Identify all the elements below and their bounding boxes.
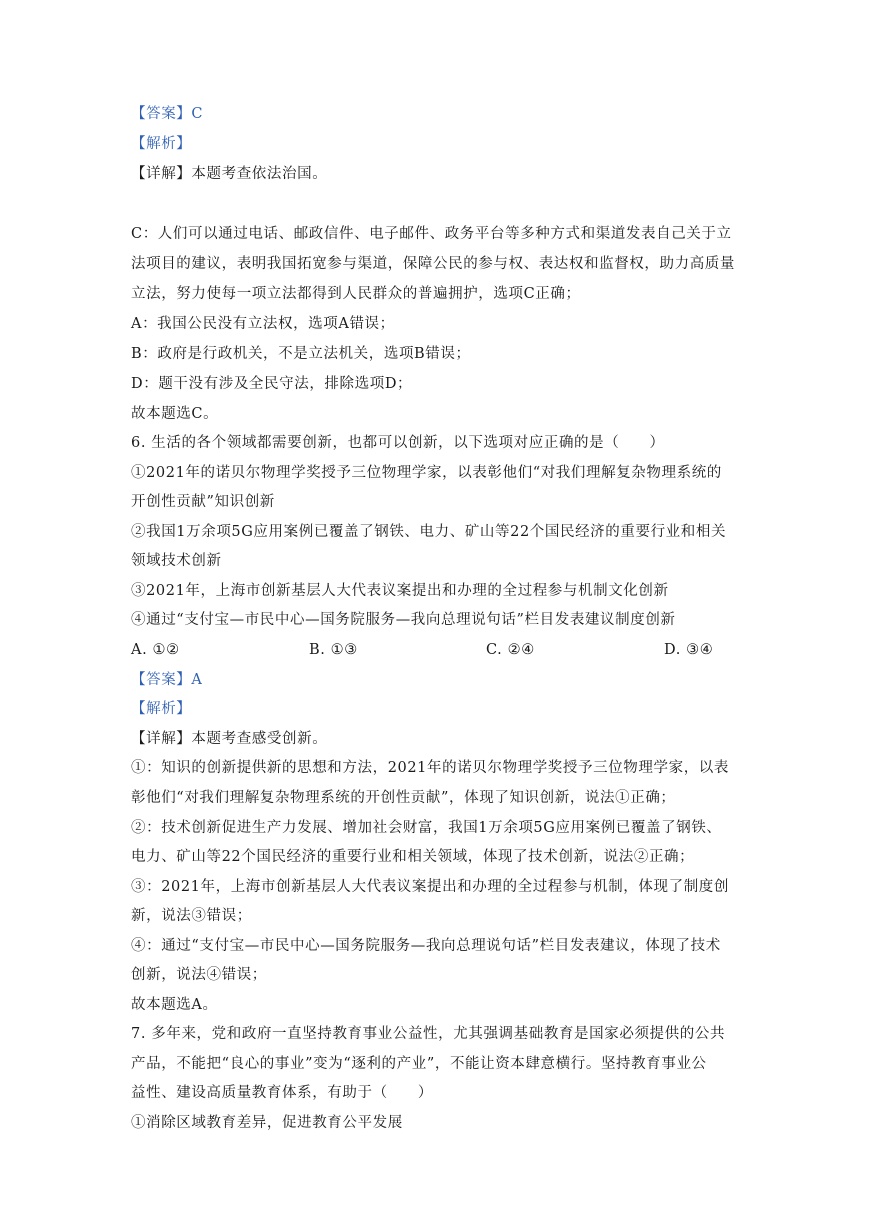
q6-detail: 【详解】本题考查感受创新。 <box>131 731 328 747</box>
q6-item: ①2021年的诺贝尔物理学奖授予三位物理学家，以表彰他们“对我们理解复杂物理系统的 <box>131 465 722 481</box>
q5-line: 故本题选C。 <box>131 406 219 422</box>
q6-item: ④通过“支付宝—市民中心—国务院服务—我向总理说句话”栏目发表建议制度创新 <box>131 612 676 628</box>
q5-line: C：人们可以通过电话、邮政信件、电子邮件、政务平台等多种方式和渠道发表自己关于立 <box>131 226 732 242</box>
q5-line: D：题干没有涉及全民守法，排除选项D； <box>131 376 413 392</box>
q6-line: 电力、矿山等22个国民经济的重要行业和相关领域，体现了技术创新，说法②正确； <box>131 849 695 865</box>
q6-options <box>131 640 751 660</box>
q6-line: 创新，说法④错误； <box>131 967 267 983</box>
q5-line: B：政府是行政机关，不是立法机关，选项B错误； <box>131 346 471 362</box>
q7-line: 益性、建设高质量教育体系，有助于（ ） <box>131 1085 433 1101</box>
q6-item: 开创性贡献”知识创新 <box>131 494 275 510</box>
q5-detail: 【详解】本题考查依法治国。 <box>131 166 328 182</box>
q6-line: ②：技术创新促进生产力发展、增加社会财富，我国1万余项5G应用案例已覆盖了钢铁、 <box>131 820 722 836</box>
q6-option-c: C. ②④ <box>486 642 535 658</box>
q5-line: 立法，努力使每一项立法都得到人民群众的普遍拥护，选项C正确； <box>131 286 581 302</box>
q6-item: ②我国1万余项5G应用案例已覆盖了钢铁、电力、矿山等22个国民经济的重要行业和相关 <box>131 524 727 540</box>
q6-item: ③2021年，上海市创新基层人大代表议案提出和办理的全过程参与机制文化创新 <box>131 583 669 599</box>
q6-option-a: A. ①② <box>131 642 180 658</box>
q6-option-d: D. ③④ <box>664 642 714 658</box>
q6-line: ①：知识的创新提供新的思想和方法，2021年的诺贝尔物理学奖授予三位物理学家，以表 <box>131 760 729 776</box>
q7-line: 7. 多年来，党和政府一直坚持教育事业公益性，尤其强调基础教育是国家必须提供的公共 <box>131 1026 726 1042</box>
q5-analysis-label: 【解析】 <box>131 136 192 152</box>
q5-line: A：我国公民没有立法权，选项A错误； <box>131 316 395 332</box>
q7-line: 产品，不能把“良心的事业”变为“逐利的产业”，不能让资本肆意横行。坚持教育事业公 <box>131 1056 707 1072</box>
q6-analysis-label: 【解析】 <box>131 701 192 717</box>
q6-line: ④：通过“支付宝—市民中心—国务院服务—我向总理说句话”栏目发表建议，体现了技术 <box>131 938 721 954</box>
q5-answer-label: 【答案】C <box>131 106 204 122</box>
q5-line: 法项目的建议，表明我国拓宽参与渠道，保障公民的参与权、表达权和监督权，助力高质量 <box>131 256 735 272</box>
q6-item: 领域技术创新 <box>131 553 222 569</box>
q6-line: ③：2021年，上海市创新基层人大代表议案提出和办理的全过程参与机制，体现了制度创 <box>131 879 729 895</box>
q6-line: 彰他们“对我们理解复杂物理系统的开创性贡献”，体现了知识创新，说法①正确； <box>131 790 676 806</box>
q6-stem: 6. 生活的各个领域都需要创新，也都可以创新，以下选项对应正确的是（ ） <box>131 435 665 451</box>
q6-line: 故本题选A。 <box>131 997 218 1013</box>
q6-answer-label: 【答案】A <box>131 672 203 688</box>
q6-option-b: B. ①③ <box>309 642 358 658</box>
q7-line: ①消除区域教育差异，促进教育公平发展 <box>131 1115 403 1131</box>
q6-line: 新，说法③错误； <box>131 908 252 924</box>
